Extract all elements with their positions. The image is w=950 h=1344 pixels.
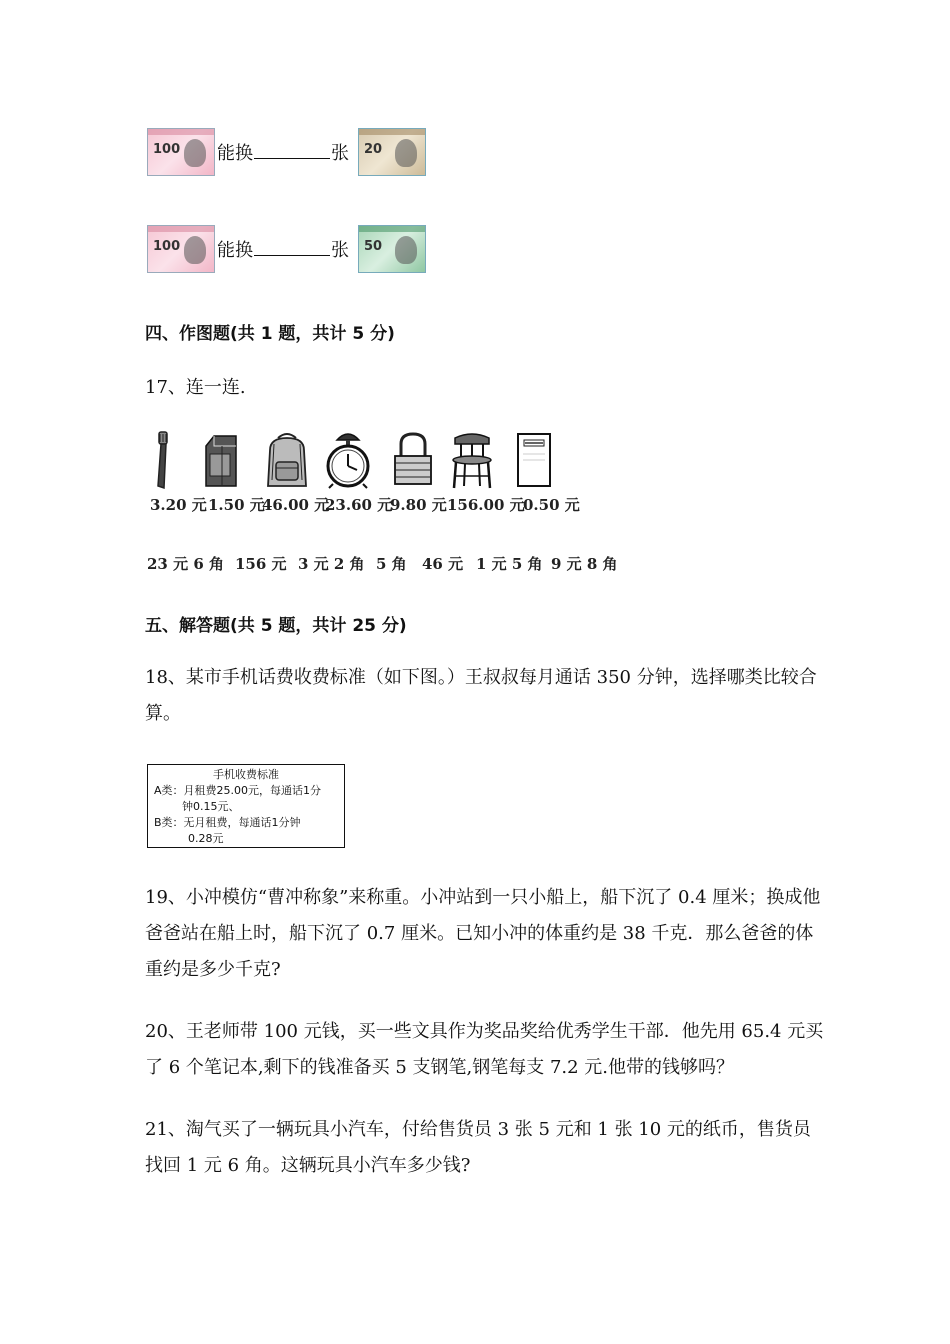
amount-option[interactable]: 9 元 8 角 [551, 555, 618, 573]
item-price: 1.50 元 [208, 496, 265, 514]
answer-blank[interactable] [254, 144, 330, 159]
alarm-clock-icon[interactable] [325, 430, 371, 490]
milk-carton-icon[interactable] [200, 430, 242, 490]
amount-option[interactable]: 1 元 5 角 [476, 555, 543, 573]
exchange-unit: 张 [331, 240, 349, 261]
amount-option[interactable]: 3 元 2 角 [298, 555, 365, 573]
item-price: 0.50 元 [523, 496, 580, 514]
notebook-icon[interactable] [515, 430, 553, 490]
item-price: 46.00 元 [262, 496, 330, 514]
padlock-icon[interactable] [391, 430, 435, 490]
question-18: 18、某市手机话费收费标准（如下图。）王叔叔每月通话 350 分钟，选择哪类比较合算。 [145, 667, 817, 724]
banknote-50-icon: 50 [358, 225, 426, 273]
fee-box-line: 钟0.15元、 [182, 800, 240, 813]
amount-option[interactable]: 23 元 6 角 [147, 555, 224, 573]
banknote-100-icon: 100 [147, 128, 215, 176]
amount-option[interactable]: 5 角 [376, 555, 407, 573]
item-price: 23.60 元 [325, 496, 393, 514]
exchange-line-2 [217, 241, 349, 260]
question-21: 21、淘气买了一辆玩具小汽车，付给售货员 3 张 5 元和 1 张 10 元的纸币，售货员找回 1 元 6 角。这辆玩具小汽车多少钱? [145, 1119, 811, 1176]
item-price: 3.20 元 [150, 496, 207, 514]
section-title: 五、解答题(共 5 题，共计 25 分) [145, 616, 407, 636]
question-20: 20、王老师带 100 元钱，买一些文具作为奖品奖给优秀学生干部．他先用 65.4 元买了 6 个笔记本,剩下的钱准备买 5 支钢笔,钢笔每支 7.2 元.他带的钱够吗？ [145, 1021, 824, 1078]
fee-box-line: B类：无月租费，每通话1分钟 [154, 816, 301, 829]
exchange-unit: 张 [331, 143, 349, 164]
chair-icon[interactable] [451, 430, 493, 490]
fee-box-line: 0.28元 [188, 832, 224, 845]
toothbrush-icon[interactable] [148, 430, 178, 490]
amount-option[interactable]: 156 元 [235, 555, 287, 573]
exchange-line-1 [217, 144, 349, 163]
answer-blank[interactable] [254, 241, 330, 256]
banknote-100-icon: 100 [147, 225, 215, 273]
fee-standard-box [147, 764, 345, 848]
fee-box-line: A类：月租费25.00元，每通话1分 [154, 784, 322, 797]
question-19: 19、小冲模仿“曹冲称象”来称重。小冲站到一只小船上，船下沉了 0.4 厘米；换成他爸爸站在船上时，船下沉了 0.7 厘米。已知小冲的体重约是 38 千克．那么爸爸的体重约是多少千克? [145, 887, 821, 980]
amount-option[interactable]: 46 元 [422, 555, 464, 573]
item-price: 9.80 元 [390, 496, 447, 514]
exchange-text: 能换 [217, 240, 253, 261]
fee-box-title: 手机收费标准 [213, 768, 279, 781]
item-price: 156.00 元 [447, 496, 525, 514]
question-17: 17、连一连. [145, 377, 246, 398]
section-title: 四、作图题(共 1 题，共计 5 分) [145, 324, 395, 344]
backpack-icon[interactable] [262, 430, 312, 490]
banknote-20-icon: 20 [358, 128, 426, 176]
exchange-text: 能换 [217, 143, 253, 164]
